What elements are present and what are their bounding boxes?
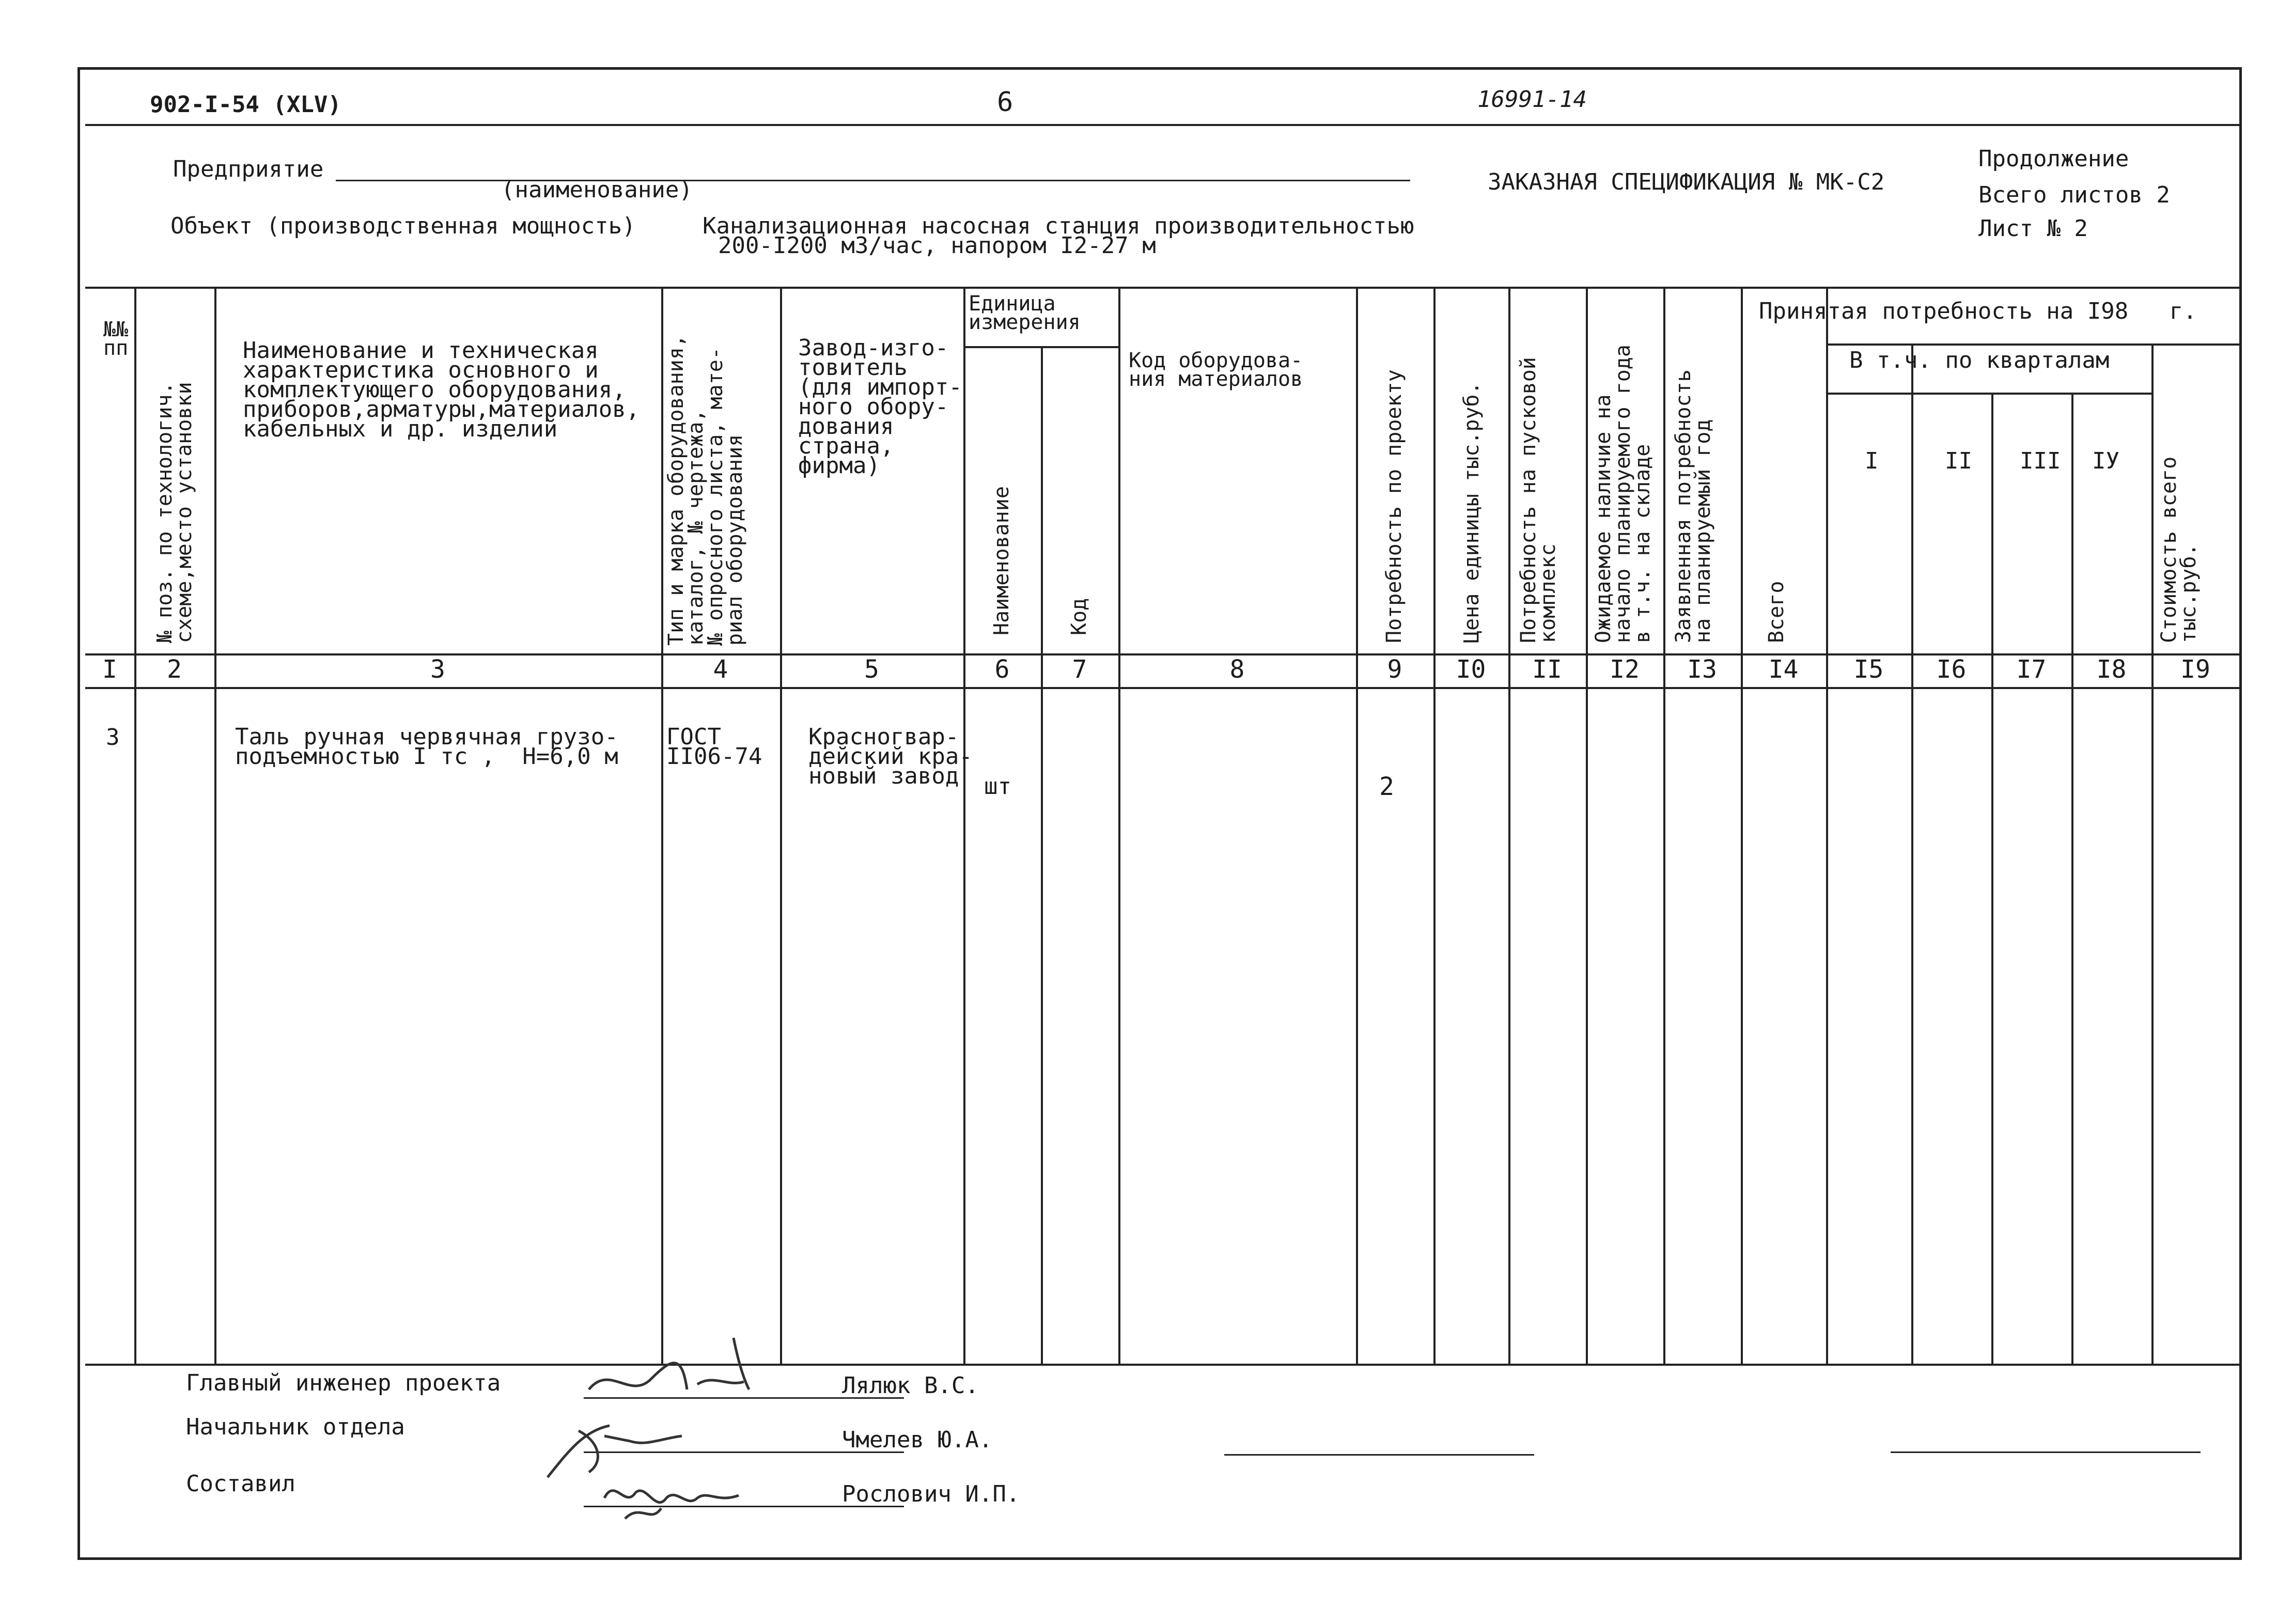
col-number: I9: [2180, 655, 2210, 684]
grid-line: [1118, 287, 1120, 1364]
row-quantity: 2: [1379, 772, 1394, 801]
row-type: ГОСТ II06-74: [666, 724, 762, 770]
header-top-line: [85, 124, 2239, 126]
enterprise-underline: [336, 180, 1410, 181]
row-maker: Красногвар- дейский кра- новый завод: [808, 724, 973, 789]
col-number: II: [1532, 655, 1562, 684]
col-header-6: Наименование: [990, 486, 1013, 635]
col-number: I4: [1768, 655, 1799, 684]
col-number: I6: [1936, 655, 1967, 684]
document-frame: [77, 67, 2242, 1560]
col-header-10: Цена единицы тыс.руб.: [1460, 382, 1484, 643]
approval-line: [1224, 1454, 1534, 1456]
col-number: I7: [2016, 655, 2047, 684]
col-header-12: Ожидаемое наличие на начало планируемого года в т.ч. на складе: [1592, 345, 1655, 643]
signature-chief-engineer: [579, 1333, 775, 1410]
doc-code: 902-I-54 (XLV): [150, 91, 341, 118]
enterprise-label: Предприятие: [173, 156, 324, 182]
row-number: 3: [106, 724, 120, 751]
col-header-7: Код: [1067, 598, 1091, 635]
grid-line: [1911, 343, 1913, 1364]
header-bottom-line: [85, 287, 2239, 289]
col-number: I0: [1456, 655, 1486, 684]
col-number: I5: [1853, 655, 1884, 684]
sheet-number: Лист № 2: [1978, 215, 2088, 242]
grid-line: [1433, 287, 1436, 1364]
object-value-line2: 200-I200 м3/час, напором I2-27 м: [718, 232, 1156, 259]
chief-engineer-name: Лялюк В.С.: [842, 1372, 979, 1399]
archive-number: 16991-14: [1477, 86, 1587, 113]
chief-engineer-label: Главный инженер проекта: [186, 1370, 501, 1396]
col-header-unit-group: Единица измерения: [969, 292, 1081, 334]
grid-line: [963, 287, 965, 1364]
col-header-q4: IУ: [2092, 448, 2119, 474]
signature-compiled: [594, 1467, 759, 1529]
row-name: Таль ручная червячная грузо- подъемностью I тс , Н=6,0 м: [235, 724, 618, 770]
col-number: 4: [713, 655, 728, 684]
col-header-11: Потребность на пусковой комплекс: [1517, 357, 1560, 643]
grid-line: [2071, 393, 2073, 1364]
col-header-13: Заявленная потребность на планируемый год: [1672, 369, 1715, 643]
grid-line: [1663, 287, 1665, 1364]
grid-line: [1041, 346, 1043, 1364]
col-header-14: Всего: [1765, 581, 1788, 643]
grid-line: [1356, 287, 1358, 1364]
col-header-q1: I: [1865, 448, 1879, 474]
spec-title: ЗАКАЗНАЯ СПЕЦИФИКАЦИЯ № МК-С2: [1488, 169, 1885, 195]
col-number: 9: [1387, 655, 1402, 684]
compiled-label: Составил: [186, 1471, 295, 1497]
page-number: 6: [997, 87, 1013, 118]
dept-head-label: Начальник отдела: [186, 1414, 405, 1440]
col-number: 2: [167, 655, 182, 684]
grid-line: [1826, 393, 2151, 395]
col-number: 5: [864, 655, 879, 684]
grid-line: [214, 287, 216, 1364]
col-header-4: Тип и марка оборудования, каталог, № чертежа, № опросного листа, мате- риал оборудования: [664, 334, 747, 646]
object-label: Объект (производственная мощность): [170, 213, 636, 239]
col-number: I8: [2096, 655, 2127, 684]
col-header-quarters-group: В т.ч. по кварталам: [1849, 347, 2110, 373]
col-header-accepted-group: Принятая потребность на I98 г.: [1759, 298, 2197, 324]
col-number: 7: [1072, 655, 1087, 684]
approval-line: [1891, 1451, 2201, 1453]
continuation: Продолжение: [1978, 146, 2129, 172]
col-header-8: Код оборудова- ния материалов: [1129, 349, 1303, 391]
col-header-q3: III: [2020, 448, 2061, 474]
grid-line: [780, 287, 782, 1364]
col-header-19: Стоимость всего тыс.руб.: [2157, 456, 2201, 643]
col-header-5: Завод-изго- товитель (для импорт- ного обору- дования страна, фирма): [798, 335, 962, 479]
col-number: I3: [1687, 655, 1717, 684]
grid-line: [1508, 287, 1510, 1364]
grid-line: [1826, 287, 1828, 1364]
col-number: 6: [994, 655, 1010, 684]
col-header-3: Наименование и техническая характеристика основного и комплектующего оборудования, приборов,арматуры,материалов, кабельных и др. изделий: [243, 337, 640, 442]
col-number: 8: [1229, 655, 1245, 684]
object-value-line1: Канализационная насосная станция производительностью: [703, 213, 1414, 239]
dept-head-name: Чмелев Ю.А.: [842, 1427, 993, 1453]
row-unit-name: шт: [984, 773, 1011, 800]
col-header-2: № поз. по технологич. схеме,место установки: [153, 382, 196, 643]
grid-line: [1586, 287, 1588, 1364]
col-header-q2: II: [1945, 448, 1972, 474]
col-number: I2: [1610, 655, 1640, 684]
grid-line: [1826, 343, 2239, 346]
grid-line: [85, 1364, 2239, 1366]
grid-line: [2151, 343, 2154, 1364]
total-sheets: Всего листов 2: [1978, 182, 2170, 208]
grid-line: [661, 287, 663, 1364]
col-number: I: [102, 655, 117, 684]
grid-line: [134, 287, 136, 1364]
compiled-name: Рослович И.П.: [842, 1481, 1020, 1507]
grid-line: [1991, 393, 1993, 1364]
grid-line: [85, 687, 2239, 689]
col-header-1: №№ пп: [103, 318, 129, 360]
name-caption: (наименование): [501, 177, 693, 203]
col-header-9: Потребность по проекту: [1382, 369, 1406, 643]
col-number: 3: [430, 655, 445, 684]
grid-line: [1741, 287, 1743, 1364]
